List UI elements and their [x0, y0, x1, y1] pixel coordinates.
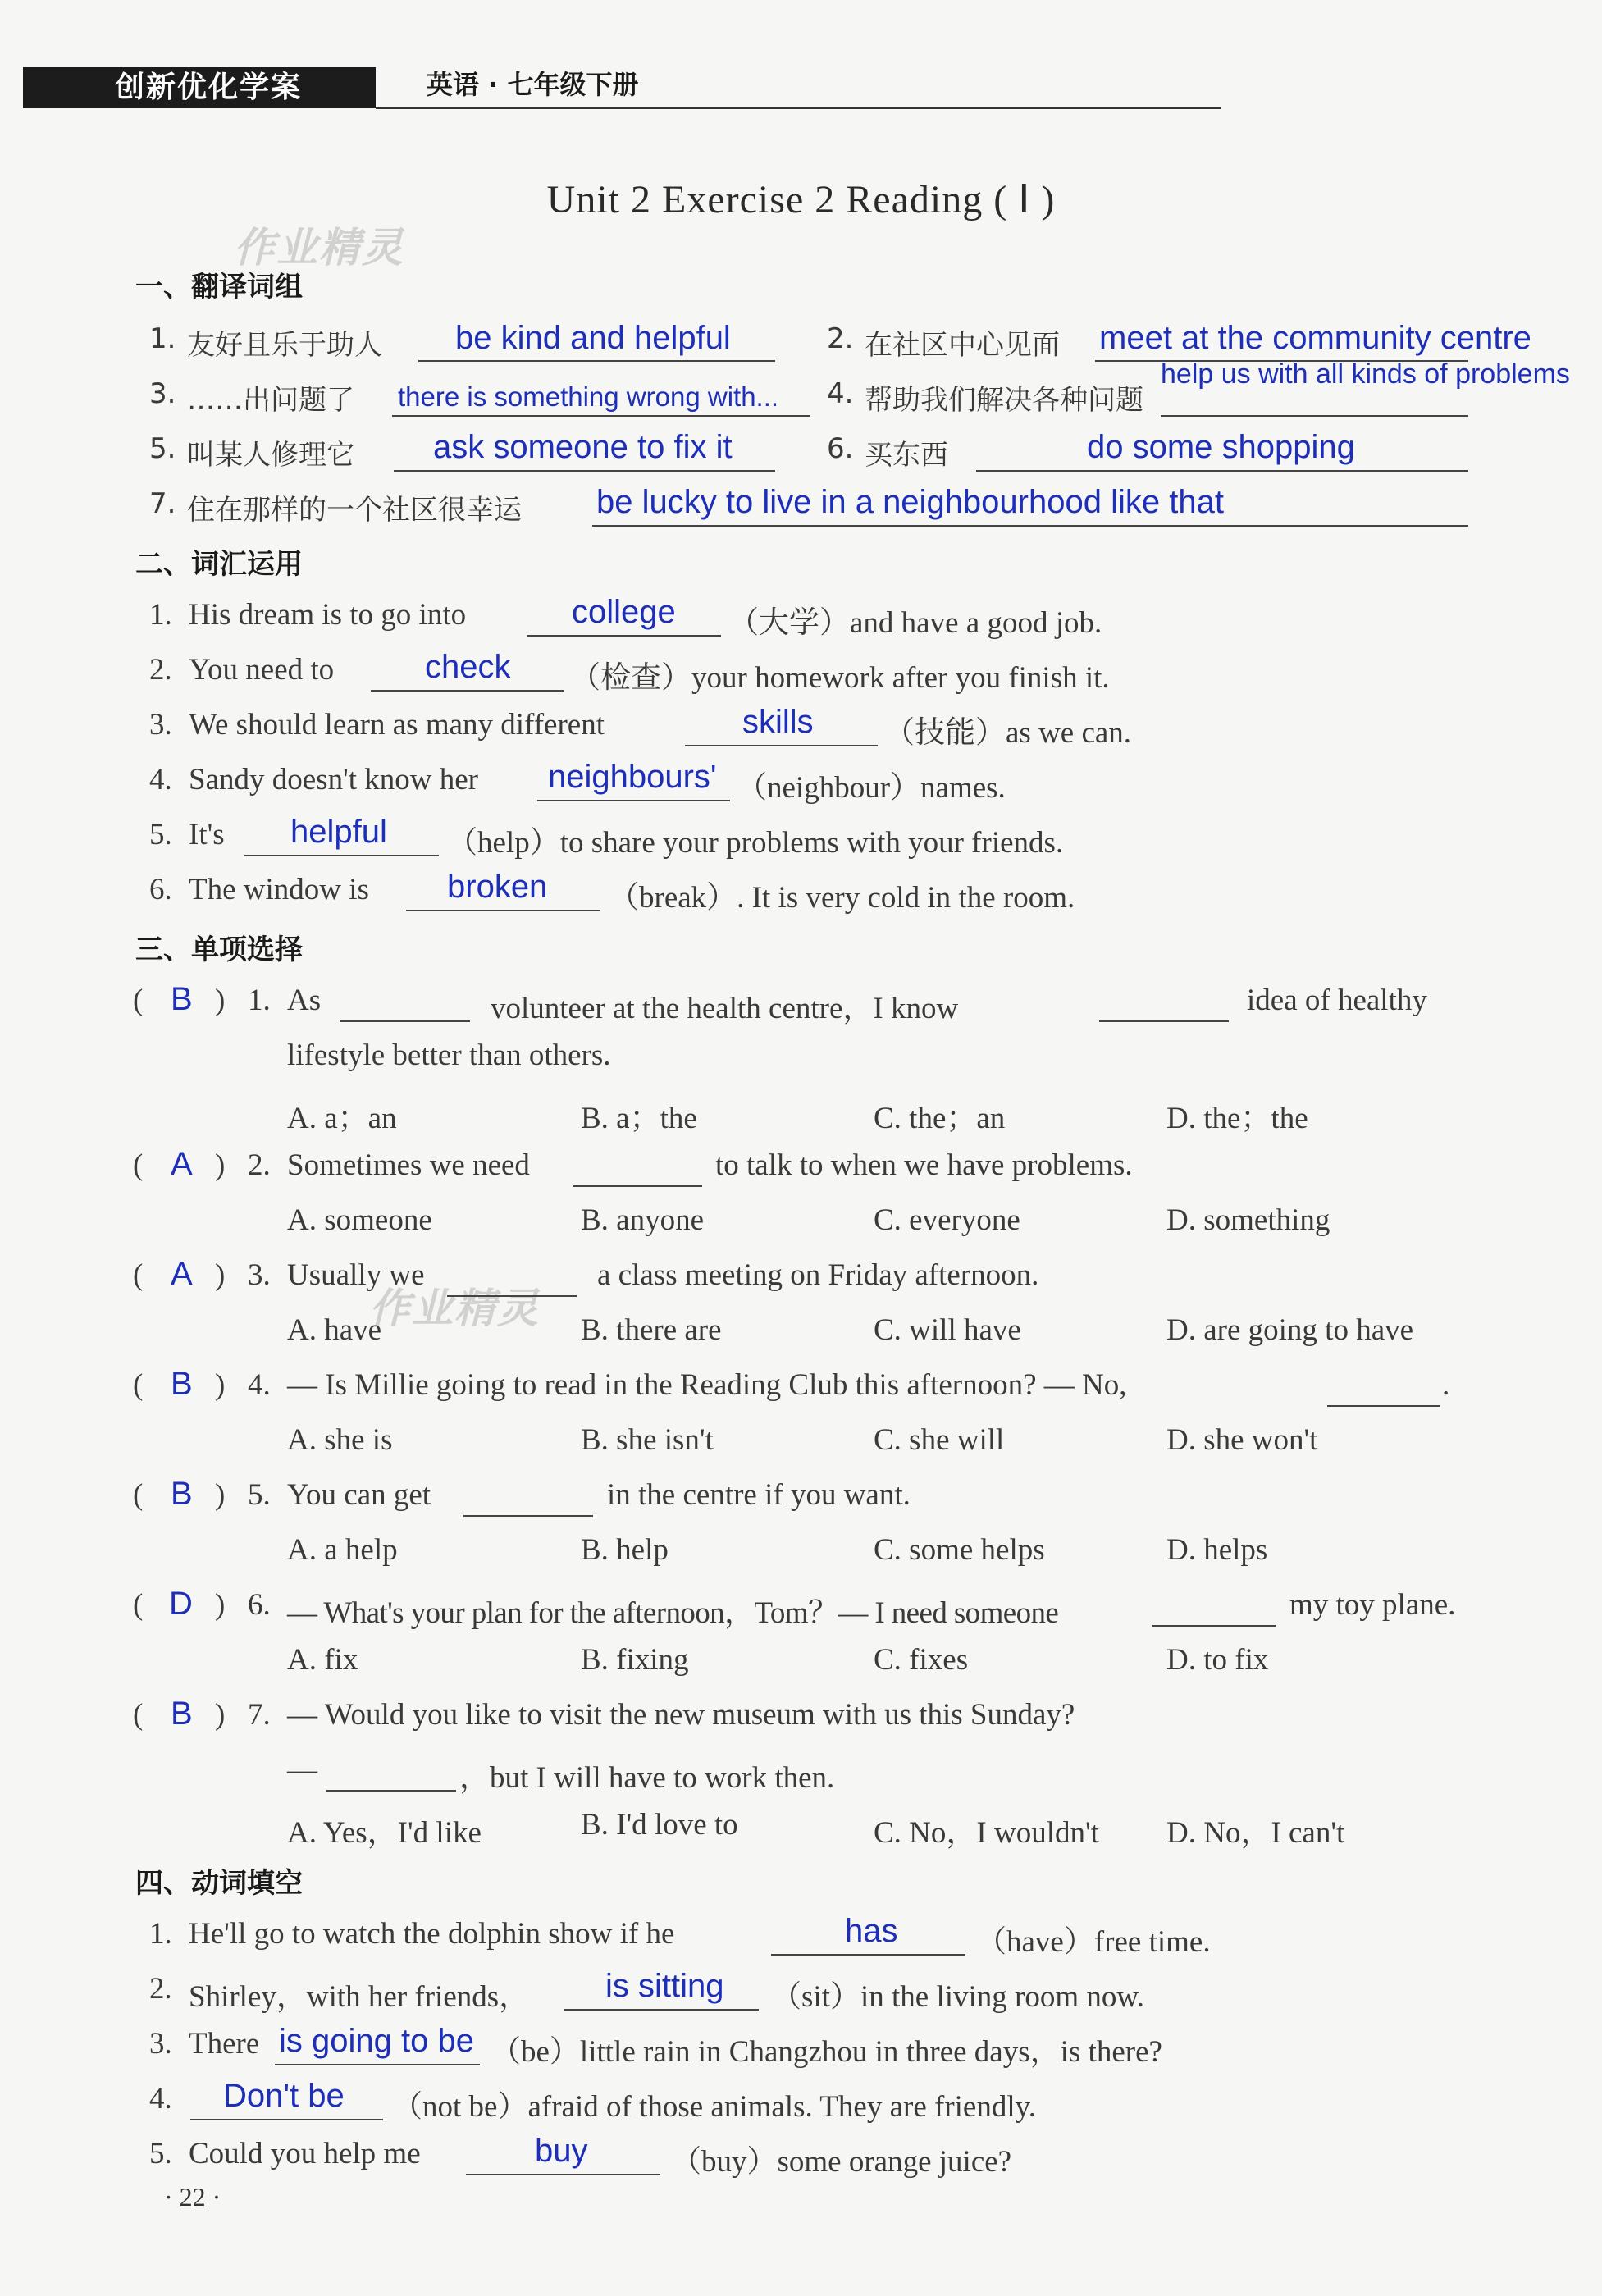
option-d: D. are going to have [1166, 1313, 1414, 1347]
option-b: B. anyone [581, 1203, 705, 1237]
answer-text: is going to be [279, 2023, 474, 2059]
q-number: 1. [149, 1917, 172, 1951]
sentence-text: （sit）in the living room now. [771, 1980, 1144, 2014]
q-number: 3. [149, 377, 176, 410]
q-number: 2. [827, 322, 854, 355]
sentence-text: Could you help me [189, 2137, 421, 2170]
q-number: 6. [827, 432, 854, 465]
section-heading: 二、词汇运用 [135, 548, 303, 581]
phrase-prompt: 帮助我们解决各种问题 [865, 384, 1143, 417]
answer-paren: ) [215, 1258, 226, 1292]
brand-logo: 创新优化学案 [115, 71, 303, 104]
option-b: B. she isn't [581, 1423, 714, 1457]
answer-paren: ) [215, 1588, 226, 1622]
stem-text: . [1442, 1368, 1450, 1402]
q-number: 1. [149, 322, 176, 355]
option-d: D. she won't [1166, 1423, 1318, 1457]
answer-text: there is something wrong with... [398, 381, 779, 412]
q-number: 2. [149, 1972, 172, 2006]
sentence-text: We should learn as many different [189, 708, 605, 742]
option-b: B. I'd love to [581, 1808, 738, 1842]
option-a: A. a help [287, 1533, 398, 1567]
option-d: D. to fix [1166, 1643, 1269, 1677]
sentence-text: It's [189, 818, 225, 851]
answer-blank [326, 1754, 456, 1792]
section-heading: 三、单项选择 [135, 933, 303, 966]
header-divider [376, 107, 1221, 109]
stem-text: As [287, 984, 322, 1017]
answer-blank [573, 1149, 702, 1187]
stem-text: — What's your plan for the afternoon，Tom？— I need someone [287, 1596, 1059, 1630]
option-c: C. the；an [874, 1102, 1006, 1135]
sentence-text: （be）little rain in Changzhou in three days，is there? [491, 2035, 1162, 2069]
q-number: 5. [149, 818, 172, 851]
q-number: 7. [149, 487, 176, 520]
sentence-text: （大学）and have a good job. [728, 606, 1102, 640]
choice-answer: B [171, 1476, 193, 1512]
q-number: 5. [149, 432, 176, 465]
stem-text: Usually we [287, 1258, 425, 1292]
choice-answer: B [171, 981, 193, 1017]
phrase-prompt: 在社区中心见面 [865, 329, 1060, 362]
phrase-prompt: 住在那样的一个社区很幸运 [187, 494, 522, 527]
answer-text: meet at the community centre [1099, 320, 1531, 356]
section-heading: 一、翻译词组 [135, 271, 303, 304]
answer-paren: ( [133, 1588, 144, 1622]
phrase-prompt: 买东西 [865, 439, 948, 472]
section-heading: 四、动词填空 [135, 1867, 303, 1900]
answer-blank [447, 1259, 577, 1297]
answer-blank [1327, 1369, 1440, 1407]
stem-text: — [287, 1753, 317, 1787]
stem-text: in the centre if you want. [607, 1478, 911, 1512]
sentence-text: Shirley，with her friends， [189, 1980, 530, 2014]
option-a: A. she is [287, 1423, 393, 1457]
stem-text: You can get [287, 1478, 431, 1512]
q-number: 1. [149, 598, 172, 632]
answer-text: ask someone to fix it [433, 429, 733, 465]
option-d: D. the；the [1166, 1102, 1308, 1135]
answer-paren: ) [215, 1478, 226, 1512]
answer-text: has [845, 1913, 898, 1949]
option-c: C. No，I wouldn't [874, 1816, 1099, 1850]
watermark: 作业精灵 [234, 224, 404, 272]
choice-answer: B [171, 1696, 193, 1732]
option-b: B. help [581, 1533, 669, 1567]
q-number: 3. [149, 2027, 172, 2061]
answer-paren: ( [133, 1698, 144, 1732]
sentence-text: （have）free time. [976, 1925, 1211, 1959]
stem-text: my toy plane. [1289, 1588, 1456, 1622]
option-a: A. have [287, 1313, 382, 1347]
sentence-text: The window is [189, 873, 369, 906]
answer-text: helpful [290, 814, 387, 850]
sentence-text: His dream is to go into [189, 598, 467, 632]
sentence-text: （buy）some orange juice? [671, 2145, 1012, 2179]
answer-text: Don't be [223, 2078, 345, 2114]
page-title: Unit 2 Exercise 2 Reading ( Ⅰ ) [546, 178, 1056, 221]
stem-text: volunteer at the health centre，I know [491, 992, 959, 1025]
answer-paren: ) [215, 1148, 226, 1182]
stem-text: Sometimes we need [287, 1148, 530, 1182]
answer-blank [463, 1479, 593, 1517]
stem-text: a class meeting on Friday afternoon. [597, 1258, 1039, 1292]
q-number: 4. [149, 763, 172, 797]
option-b: B. there are [581, 1313, 722, 1347]
q-number: 7. [248, 1698, 271, 1732]
answer-blank [1099, 984, 1229, 1022]
answer-paren: ) [215, 1698, 226, 1732]
stem-text: — Would you like to visit the new museum with us this Sunday? [287, 1698, 1075, 1732]
q-number: 5. [248, 1478, 271, 1512]
sentence-text: （检查）your homework after you finish it. [570, 661, 1110, 695]
option-b: B. a；the [581, 1102, 697, 1135]
answer-paren: ) [215, 984, 226, 1017]
option-d: D. No，I can't [1166, 1816, 1345, 1850]
stem-text: to talk to when we have problems. [715, 1148, 1133, 1182]
q-number: 5. [149, 2137, 172, 2170]
sentence-text: （break）. It is very cold in the room. [609, 881, 1075, 915]
choice-answer: A [171, 1146, 193, 1182]
stem-text: ，but I will have to work then. [459, 1761, 835, 1795]
answer-text: is sitting [605, 1968, 724, 2004]
sentence-text: （技能）as we can. [884, 716, 1132, 750]
stem-text: lifestyle better than others. [287, 1038, 611, 1072]
answer-text: help us with all kinds of problems [1161, 358, 1570, 390]
answer-text: be kind and helpful [455, 320, 731, 356]
answer-blank [1152, 1589, 1276, 1627]
q-number: 4. [149, 2082, 172, 2116]
phrase-prompt: 叫某人修理它 [187, 439, 354, 472]
q-number: 2. [149, 653, 172, 687]
phrase-prompt: 友好且乐于助人 [187, 329, 382, 362]
answer-paren: ) [215, 1368, 226, 1402]
choice-answer: A [171, 1256, 193, 1292]
answer-paren: ( [133, 1478, 144, 1512]
option-c: C. everyone [874, 1203, 1020, 1237]
answer-paren: ( [133, 1148, 144, 1182]
answer-text: college [572, 594, 676, 630]
q-number: 2. [248, 1148, 271, 1182]
answer-text: broken [447, 869, 548, 905]
watermark: 作业精灵 [369, 1285, 540, 1332]
sentence-text: （not be）afraid of those animals. They are friendly. [392, 2090, 1036, 2124]
choice-answer: B [171, 1366, 193, 1402]
answer-text: check [425, 649, 511, 685]
answer-text: skills [742, 704, 814, 740]
answer-paren: ( [133, 984, 144, 1017]
q-number: 3. [149, 708, 172, 742]
sentence-text: There [189, 2027, 260, 2061]
sentence-text: He'll go to watch the dolphin show if he [189, 1917, 675, 1951]
answer-paren: ( [133, 1368, 144, 1402]
option-d: D. helps [1166, 1533, 1268, 1567]
q-number: 1. [248, 984, 271, 1017]
option-b: B. fixing [581, 1643, 689, 1677]
q-number: 3. [248, 1258, 271, 1292]
q-number: 6. [149, 873, 172, 906]
q-number: 6. [248, 1588, 271, 1622]
answer-text: buy [535, 2133, 588, 2169]
sentence-text: You need to [189, 653, 335, 687]
q-number: 4. [827, 377, 854, 410]
option-a: A. a；an [287, 1102, 397, 1135]
stem-text: — Is Millie going to read in the Reading Club this afternoon? — No, [287, 1368, 1127, 1402]
option-c: C. fixes [874, 1643, 969, 1677]
answer-paren: ( [133, 1258, 144, 1292]
option-c: C. she will [874, 1423, 1005, 1457]
option-a: A. someone [287, 1203, 432, 1237]
answer-text: be lucky to live in a neighbourhood like that [596, 484, 1224, 520]
phrase-prompt: ……出问题了 [187, 384, 354, 417]
option-a: A. Yes，I'd like [287, 1816, 482, 1850]
stem-text: idea of healthy [1247, 984, 1427, 1017]
q-number: 4. [248, 1368, 271, 1402]
option-c: C. will have [874, 1313, 1021, 1347]
sentence-text: （neighbour）names. [737, 771, 1006, 805]
sentence-text: （help）to share your problems with your friends. [447, 826, 1064, 860]
choice-answer: D [169, 1586, 193, 1622]
option-c: C. some helps [874, 1533, 1045, 1567]
subject-title: 英语 · 七年级下册 [427, 69, 639, 100]
option-a: A. fix [287, 1643, 358, 1677]
answer-text: do some shopping [1087, 429, 1355, 465]
option-d: D. something [1166, 1203, 1330, 1237]
answer-text: neighbours' [548, 759, 717, 795]
page-number: · 22 · [164, 2182, 221, 2212]
sentence-text: Sandy doesn't know her [189, 763, 478, 797]
answer-blank [340, 984, 470, 1022]
